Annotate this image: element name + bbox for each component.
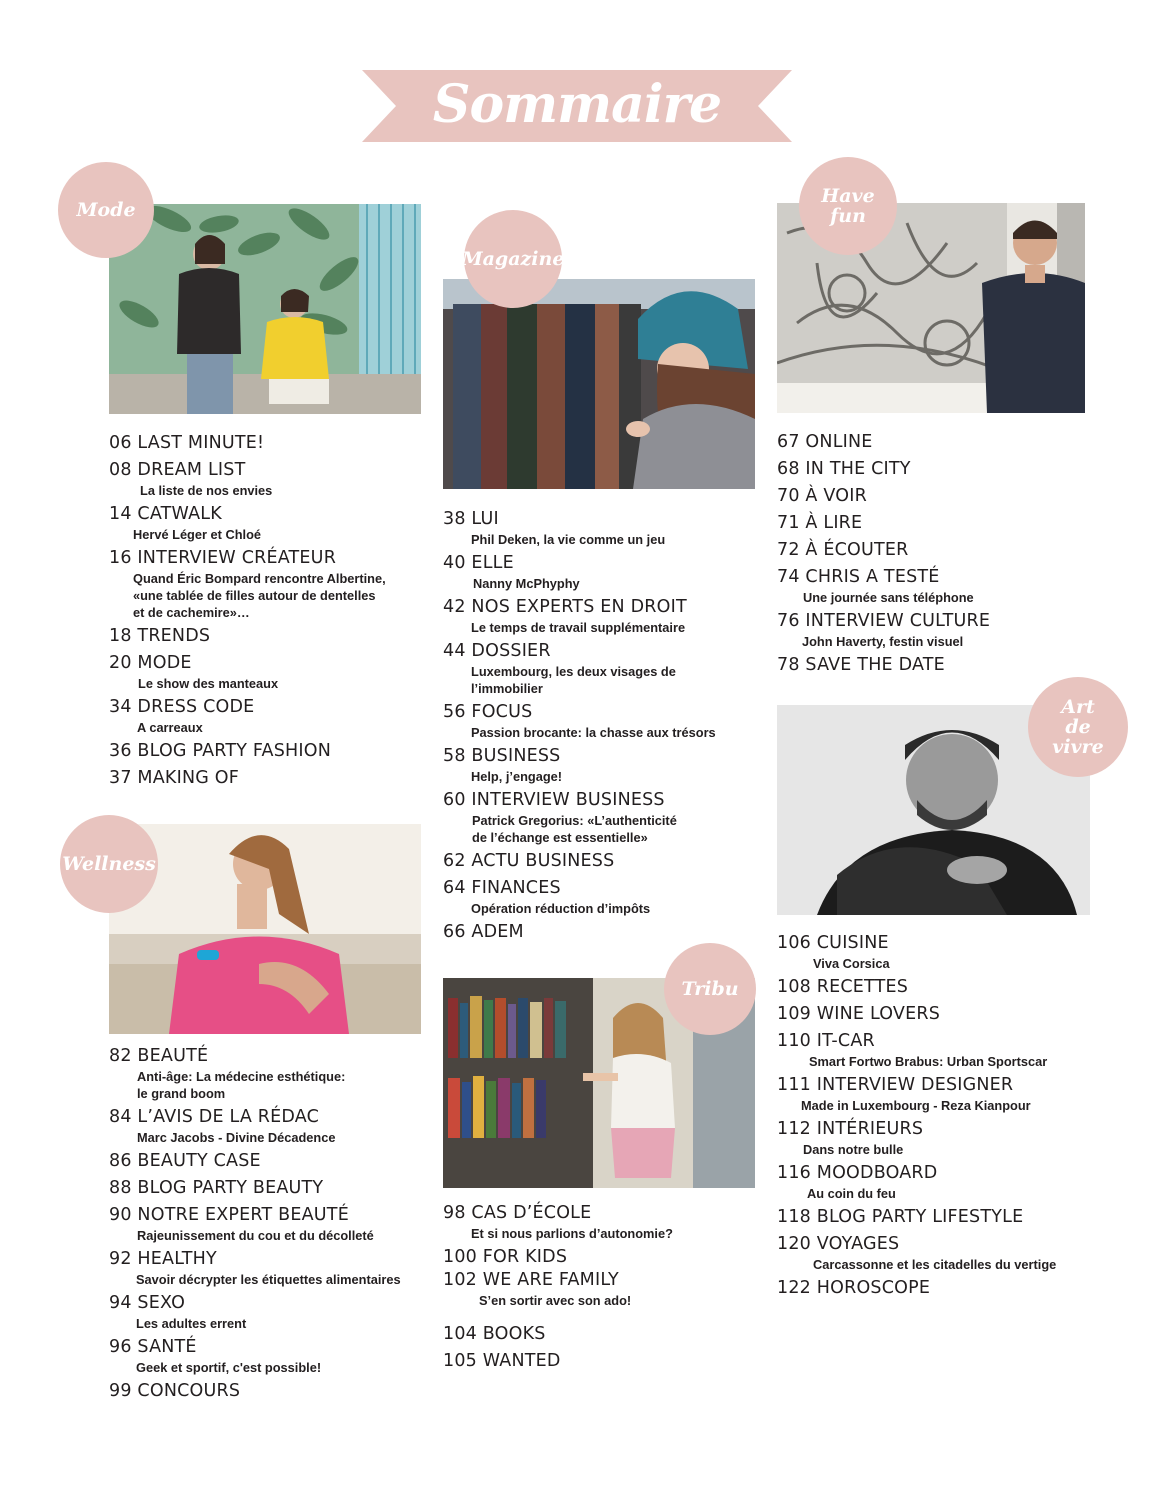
entry-title: 66 ADEM [443,922,524,942]
entry-title: 36 BLOG PARTY FASHION [109,741,332,761]
toc-entry [109,1177,429,1200]
toc-entry [443,877,763,917]
toc-entry [443,596,763,636]
toc-entry [777,485,1097,508]
toc-entry [109,459,429,499]
entry-title: 08 DREAM LIST [109,460,246,480]
toc-entry [109,652,429,692]
section-badge-wellness: Wellness [60,815,158,913]
toc-entry [443,701,763,741]
entry-title: 68 IN THE CITY [777,459,911,479]
title-banner [362,70,792,142]
section-badge-have-fun: Have fun [799,157,897,255]
entry-title: 71 À LIRE [777,513,863,533]
entry-title: 111 INTERVIEW DESIGNER [777,1075,1014,1095]
entry-title: 116 MOODBOARD [777,1163,938,1183]
toc-entry [777,976,1107,999]
entry-title: 90 NOTRE EXPERT BEAUTÉ [109,1205,349,1225]
entry-subtitle: Passion brocante: la chasse aux trésors [471,725,716,740]
entry-title: 109 WINE LOVERS [777,1004,941,1024]
entry-subtitle: Made in Luxembourg - Reza Kianpour [801,1098,1031,1113]
entry-subtitle: Marc Jacobs - Divine Décadence [137,1130,336,1145]
toc-entry [443,745,763,785]
entry-subtitle: Anti-âge: La médecine esthétique: le grand boom [137,1069,346,1101]
entry-subtitle: Smart Fortwo Brabus: Urban Sportscar [809,1054,1048,1069]
toc-entry [443,850,763,873]
entry-subtitle: Viva Corsica [813,956,890,971]
entry-subtitle: Carcassonne et les citadelles du vertige [813,1257,1057,1272]
entry-title: 86 BEAUTY CASE [109,1151,261,1171]
entry-title: 78 SAVE THE DATE [777,655,945,675]
entry-subtitle: S’en sortir avec son ado! [479,1293,632,1308]
toc-wellness [109,1045,429,1403]
entry-title: 108 RECETTES [777,977,909,997]
entry-title: 106 CUISINE [777,933,889,953]
entry-subtitle: Et si nous parlions d’autonomie? [471,1226,673,1241]
entry-title: 42 NOS EXPERTS EN DROIT [443,597,687,617]
section-badge-tribu: Tribu [664,943,756,1035]
toc-entry [777,1118,1107,1158]
toc-tribu [443,1202,763,1373]
toc-entry [109,1292,429,1332]
entry-title: 110 IT-CAR [777,1031,875,1051]
toc-entry [777,1162,1107,1202]
entry-title: 94 SEXO [109,1293,186,1313]
magazine-photo [443,279,755,489]
toc-entry [109,1106,429,1146]
entry-title: 100 FOR KIDS [443,1247,568,1267]
entry-title: 98 CAS D’ÉCOLE [443,1203,592,1223]
entry-subtitle: Une journée sans téléphone [803,590,974,605]
entry-title: 122 HOROSCOPE [777,1278,931,1298]
entry-title: 16 INTERVIEW CRÉATEUR [109,548,337,568]
entry-title: 105 WANTED [443,1351,561,1371]
toc-entry [109,1336,429,1376]
entry-title: 56 FOCUS [443,702,533,722]
toc-entry [777,458,1097,481]
toc-entry [777,610,1097,650]
entry-title: 67 ONLINE [777,432,873,452]
toc-magazine [443,508,763,944]
entry-title: 82 BEAUTÉ [109,1046,209,1066]
toc-entry [777,1233,1107,1273]
entry-title: 60 INTERVIEW BUSINESS [443,790,665,810]
toc-entry [777,1206,1107,1229]
page-title: Sommaire [432,74,722,135]
toc-entry [443,640,763,697]
entry-subtitle: Quand Éric Bompard rencontre Albertine, «une tablée de filles autour de dentelles et de cachemire»… [133,571,386,620]
toc-entry [443,1350,763,1373]
entry-title: 34 DRESS CODE [109,697,255,717]
toc-entry [777,431,1097,454]
entry-subtitle: Au coin du feu [807,1186,896,1201]
toc-mode [109,432,429,790]
entry-title: 58 BUSINESS [443,746,561,766]
entry-subtitle: Savoir décrypter les étiquettes alimentaires [136,1272,401,1287]
entry-subtitle: Phil Deken, la vie comme un jeu [471,532,666,547]
toc-entry [777,512,1097,535]
toc-entry [109,1204,429,1244]
entry-subtitle: Luxembourg, les deux visages de l’immobilier [471,664,676,696]
entry-title: 72 À ÉCOUTER [777,540,909,560]
toc-entry [443,921,763,944]
mode-photo [109,204,421,414]
entry-subtitle: Hervé Léger et Chloé [133,527,262,542]
toc-entry [109,432,429,455]
toc-entry [777,1003,1107,1026]
section-badge-mode: Mode [58,162,154,258]
toc-entry [109,547,429,621]
entry-title: 120 VOYAGES [777,1234,900,1254]
entry-subtitle: La liste de nos envies [140,483,273,498]
entry-title: 37 MAKING OF [109,768,239,788]
entry-title: 14 CATWALK [109,504,222,524]
toc-entry [443,1323,763,1346]
entry-title: 88 BLOG PARTY BEAUTY [109,1178,324,1198]
entry-title: 64 FINANCES [443,878,561,898]
toc-entry [777,1030,1107,1070]
entry-title: 84 L’AVIS DE LA RÉDAC [109,1107,320,1127]
entry-subtitle: Le show des manteaux [138,676,279,691]
toc-entry [777,654,1097,677]
entry-title: 104 BOOKS [443,1324,546,1344]
entry-title: 102 WE ARE FAMILY [443,1270,619,1290]
entry-subtitle: Nanny McPhyphy [473,576,580,591]
toc-entry [443,552,763,592]
entry-title: 20 MODE [109,653,192,673]
toc-entry [109,1045,429,1102]
toc-entry [443,789,763,846]
toc-entry [109,740,429,763]
entry-title: 40 ELLE [443,553,514,573]
entry-title: 92 HEALTHY [109,1249,217,1269]
entry-subtitle: Help, j’engage! [471,769,563,784]
toc-entry [109,767,429,790]
toc-entry [109,503,429,543]
entry-title: 112 INTÉRIEURS [777,1119,924,1139]
entry-subtitle: Rajeunissement du cou et du décolleté [137,1228,374,1243]
entry-title: 118 BLOG PARTY LIFESTYLE [777,1207,1024,1227]
entry-title: 96 SANTÉ [109,1337,197,1357]
section-badge-art-de-vivre: Art de vivre [1028,677,1128,777]
entry-subtitle: Les adultes errent [136,1316,247,1331]
entry-title: 74 CHRIS A TESTÉ [777,567,940,587]
toc-entry [777,566,1097,606]
toc-entry [443,1269,763,1309]
toc-entry [109,625,429,648]
entry-title: 18 TRENDS [109,626,211,646]
entry-title: 38 LUI [443,509,499,529]
toc-entry [777,1277,1107,1300]
toc-entry [443,508,763,548]
section-badge-magazine: Magazine [464,210,562,308]
entry-subtitle: A carreaux [137,720,203,735]
entry-title: 44 DOSSIER [443,641,551,661]
toc-entry [443,1202,763,1242]
toc-entry [109,1248,429,1288]
entry-subtitle: Geek et sportif, c'est possible! [136,1360,322,1375]
entry-subtitle: Opération réduction d’impôts [471,901,651,916]
toc-art-de-vivre [777,932,1107,1300]
toc-entry [443,1246,763,1269]
entry-title: 76 INTERVIEW CULTURE [777,611,991,631]
toc-entry [777,1074,1107,1114]
entry-title: 70 À VOIR [777,486,867,506]
toc-entry [777,539,1097,562]
entry-title: 62 ACTU BUSINESS [443,851,615,871]
entry-title: 06 LAST MINUTE! [109,433,265,453]
entry-subtitle: Le temps de travail supplémentaire [471,620,686,635]
toc-entry [109,1380,429,1403]
entry-title: 99 CONCOURS [109,1381,241,1401]
toc-entry [777,932,1107,972]
toc-have-fun [777,431,1097,677]
entry-subtitle: John Haverty, festin visuel [802,634,964,649]
toc-entry [109,696,429,736]
entry-subtitle: Patrick Gregorius: «L’authenticité de l’échange est essentielle» [472,813,677,845]
toc-entry [109,1150,429,1173]
entry-subtitle: Dans notre bulle [803,1142,904,1157]
